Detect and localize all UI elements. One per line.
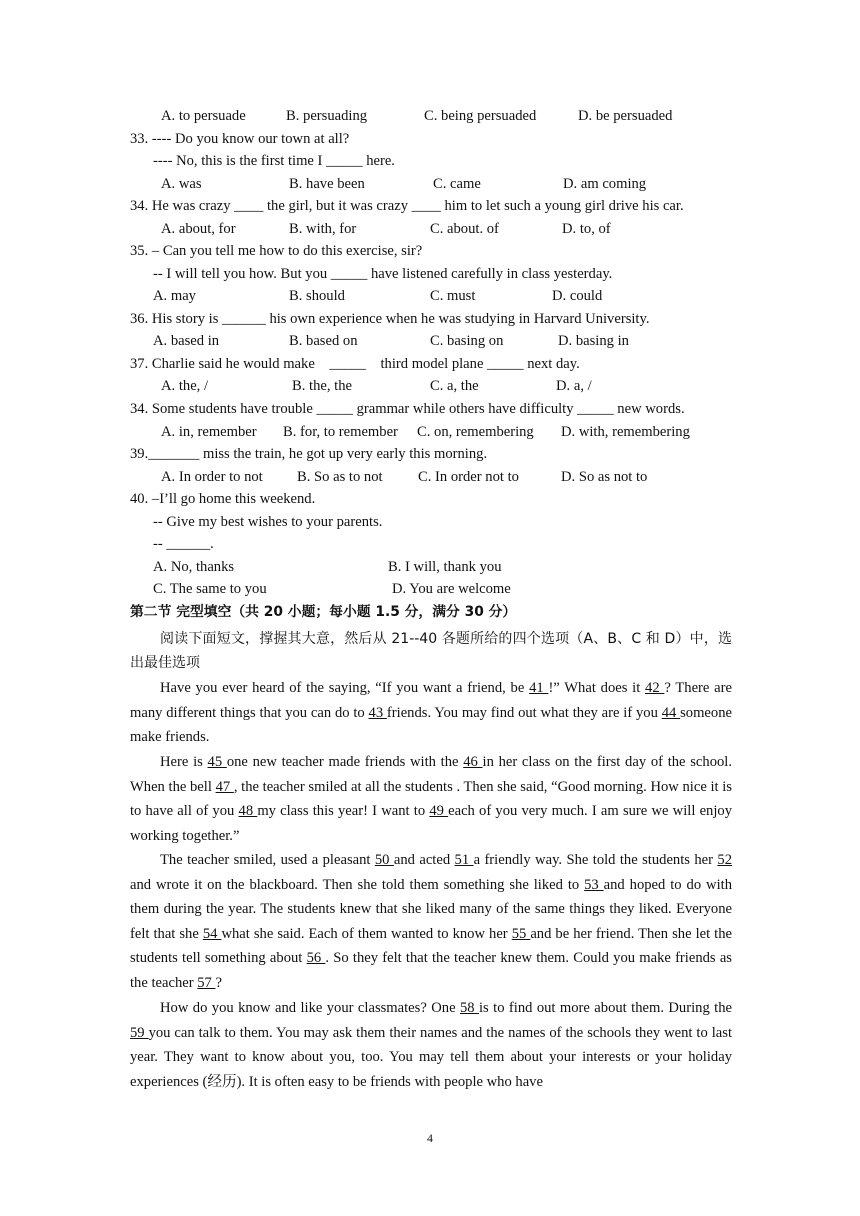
passage-text: The teacher smiled, used a pleasant [160, 852, 375, 868]
q37-option-b: B. the, the [292, 378, 352, 394]
q40-option-c: C. The same to you [153, 581, 267, 597]
q38-option-a: A. in, remember [161, 424, 257, 440]
q35-option-c: C. must [430, 288, 476, 304]
page-number: 4 [427, 1131, 433, 1145]
q40-option-d: D. You are welcome [392, 581, 511, 597]
q35-option-b: B. should [289, 288, 345, 304]
passage-text: is to find out more about them. During the [478, 1000, 732, 1016]
passage-text: what she said. Each of them wanted to know her [221, 925, 512, 942]
answer-blank: 43 [368, 704, 387, 721]
passage-text: ? There are many different things that you can do to [130, 680, 732, 721]
answer-blank: 57 [197, 974, 216, 991]
section-instruction: 阅读下面短文，撑握其大意，然后从 21--40 各题所给的四个选项（A、B、C 和 D）中，选出最佳选项 [130, 631, 732, 671]
passage-text: one new teacher made friends with the [226, 754, 464, 770]
q39-stem: 39._______ miss the train, he got up very early this morning. [130, 446, 488, 462]
passage-text: and hoped to do with them during the year. The students knew that she liked many of the same things they liked. Everyone felt that she [130, 876, 732, 942]
q33-option-a: A. was [161, 176, 202, 192]
q33-option-c: C. came [433, 176, 481, 192]
answer-blank: 56 [306, 950, 326, 967]
q40-option-b: B. I will, thank you [388, 559, 502, 575]
q34-option-b: B. with, for [289, 221, 357, 237]
q40-option-a: A. No, thanks [153, 559, 235, 575]
passage-text: someone make friends. [130, 704, 732, 746]
answer-blank: 54 [202, 925, 222, 942]
passage-text: a friendly way. She told the students her [473, 852, 718, 868]
q37-option-c: C. a, the [430, 378, 479, 394]
answer-blank: 42 [645, 680, 665, 696]
q38-stem: 34. Some students have trouble _____ grammar while others have difficulty _____ new words. [130, 401, 685, 417]
passage-text: in her class on the first day of the school. When the bell [130, 754, 732, 795]
passage-paragraph-3 [130, 848, 732, 996]
answer-blank: 59 [130, 1024, 149, 1041]
q40-stem: 40. –I’ll go home this weekend. [130, 491, 316, 507]
q36-option-d: D. basing in [558, 333, 629, 349]
q36-stem: 36. His story is ______ his own experience when he was studying in Harvard University. [130, 311, 650, 327]
passage-paragraph-2 [130, 750, 732, 848]
q32-option-b: B. persuading [286, 108, 368, 124]
passage-text: and be her friend. Then she let the students tell something about [130, 925, 733, 967]
passage-text: !” What does it [548, 680, 646, 696]
answer-blank: 52 [717, 852, 732, 868]
answer-blank: 48 [238, 803, 258, 820]
q37-option-d: D. a, / [556, 378, 592, 394]
q34-option-a: A. about, for [161, 221, 236, 237]
passage-text: and wrote it on the blackboard. Then she told them something she liked to [130, 876, 585, 893]
passage-text: friends. You may find out what they are if you [386, 704, 662, 721]
passage-text: How do you know and like your classmates? One [160, 1000, 460, 1016]
answer-blank: 44 [661, 704, 681, 721]
q34-option-d: D. to, of [562, 221, 611, 237]
q35-option-a: A. may [153, 288, 196, 304]
q37-option-a: A. the, / [161, 378, 209, 394]
passage-text: my class this year! I want to [257, 803, 430, 820]
answer-blank: 50 [374, 852, 394, 868]
q35-reply: -- I will tell you how. But you _____ have listened carefully in class yesterday. [153, 266, 613, 282]
answer-blank: 53 [584, 876, 604, 893]
q38-option-b: B. for, to remember [283, 424, 398, 440]
q36-option-b: B. based on [289, 333, 358, 349]
passage-text: and acted [393, 852, 455, 868]
q32-option-d: D. be persuaded [578, 108, 673, 124]
q36-option-c: C. basing on [430, 333, 504, 349]
q38-option-c: C. on, remembering [417, 424, 534, 440]
answer-blank: 47 [215, 778, 234, 795]
q36-option-a: A. based in [153, 333, 220, 349]
q39-option-c: C. In order not to [418, 469, 519, 485]
q37-stem: 37. Charlie said he would make _____ third model plane _____ next day. [130, 356, 580, 372]
q35-option-d: D. could [552, 288, 603, 304]
answer-blank: 41 [529, 680, 549, 696]
passage-text: ? [215, 974, 222, 991]
q33-option-d: D. am coming [563, 176, 647, 192]
q40-line3: -- ______. [153, 536, 214, 552]
q34-stem: 34. He was crazy ____ the girl, but it was crazy ____ him to let such a young girl drive his car. [130, 198, 684, 214]
passage-text: Here is [160, 754, 208, 770]
section-heading: 第二节 完型填空（共 20 小题；每小题 1.5 分，满分 30 分） [130, 604, 517, 620]
passage-text: . So they felt that the teacher knew them. Could you make friends as the teacher [130, 950, 732, 991]
q33-reply: ---- No, this is the first time I _____ here. [153, 153, 395, 169]
answer-blank: 58 [459, 1000, 479, 1016]
passage-paragraph-1 [130, 676, 732, 750]
passage-text: , the teacher smiled at all the students . Then she said, “Good morning. How nice it is to have all of you [130, 778, 732, 820]
passage-text: you can talk to them. You may ask them their names and the names of the schools they went to last year. They want to know about you, too. You may tell them about your interests or your holiday experiences (经历). It is often easy to be friends with people who have [130, 1024, 732, 1090]
passage-paragraph-4 [130, 996, 732, 1094]
q33-stem: 33. ---- Do you know our town at all? [130, 131, 350, 147]
answer-blank: 55 [511, 925, 531, 942]
answer-blank: 46 [463, 754, 483, 770]
q33-option-b: B. have been [289, 176, 365, 192]
q32-option-c: C. being persuaded [424, 108, 537, 124]
q40-line2: -- Give my best wishes to your parents. [153, 514, 383, 530]
q38-option-d: D. with, remembering [561, 424, 690, 440]
answer-blank: 45 [207, 754, 227, 770]
q39-option-a: A. In order to not [161, 469, 263, 485]
q39-option-b: B. So as to not [297, 469, 383, 485]
answer-blank: 49 [429, 803, 449, 820]
answer-blank: 51 [454, 852, 474, 868]
q32-option-a: A. to persuade [161, 108, 246, 124]
q35-stem: 35. – Can you tell me how to do this exercise, sir? [130, 243, 423, 259]
passage-text: each of you very much. I am sure we will enjoy working together.” [130, 803, 732, 844]
passage-text: Have you ever heard of the saying, “If you want a friend, be [160, 680, 530, 696]
q34-option-c: C. about. of [430, 221, 499, 237]
q39-option-d: D. So as not to [561, 469, 648, 485]
